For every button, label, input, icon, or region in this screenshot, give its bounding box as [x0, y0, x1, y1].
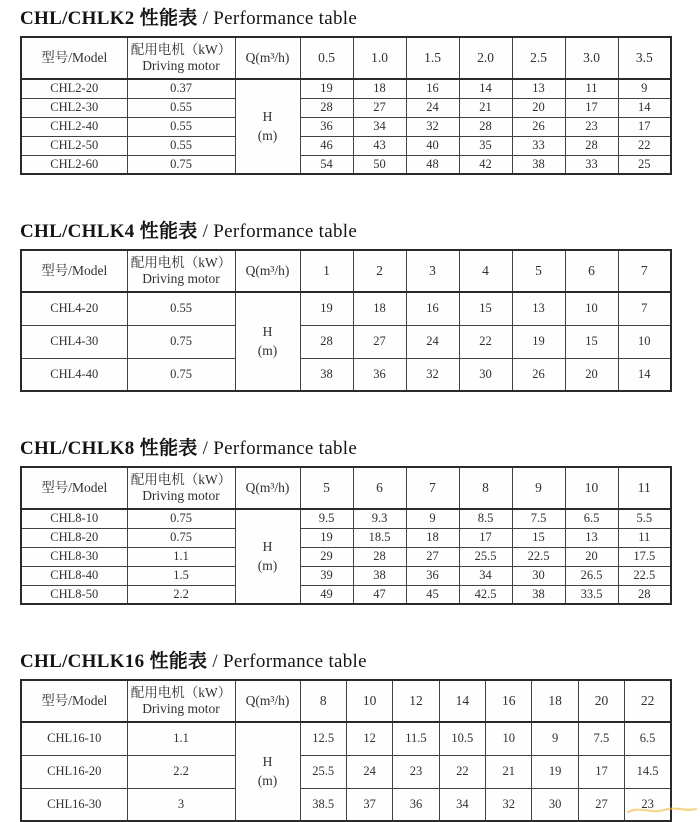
head-symbol: H — [262, 324, 273, 340]
motor-power-cell: 3 — [127, 788, 235, 821]
head-value-cell: 23 — [393, 755, 439, 788]
head-value-cell: 13 — [512, 79, 565, 98]
head-value-cell: 36 — [300, 117, 353, 136]
head-value-cell: 28 — [300, 98, 353, 117]
head-value-cell: 21 — [459, 98, 512, 117]
flow-value-header: 20 — [578, 680, 624, 722]
motor-power-cell: 2.2 — [127, 755, 235, 788]
title-english-part: / Performance table — [197, 221, 358, 242]
motor-power-cell: 0.37 — [127, 79, 235, 98]
model-cell: CHL8-50 — [21, 585, 127, 604]
head-symbol: H — [262, 539, 273, 555]
head-value-cell: 16 — [406, 292, 459, 325]
head-value-cell: 27 — [578, 788, 624, 821]
head-value-cell: 18 — [353, 79, 406, 98]
head-value-cell: 30 — [532, 788, 578, 821]
flow-column-header: Q(m³/h) — [235, 250, 300, 292]
table-row — [21, 509, 671, 528]
head-value-cell: 20 — [565, 358, 618, 391]
head-value-cell: 24 — [406, 98, 459, 117]
head-value-cell: 36 — [353, 358, 406, 391]
head-value-cell: 35 — [459, 136, 512, 155]
title-model-part: CHL/CHLK4 性能表 — [20, 221, 198, 242]
head-value-cell: 17 — [565, 98, 618, 117]
model-cell: CHL4-30 — [21, 325, 127, 358]
head-value-cell: 36 — [393, 788, 439, 821]
head-value-cell: 19 — [300, 292, 353, 325]
head-value-cell: 6.5 — [565, 509, 618, 528]
table-row — [21, 136, 671, 155]
flow-value-header: 6 — [353, 467, 406, 509]
flow-value-header: 6 — [565, 250, 618, 292]
model-cell: CHL4-40 — [21, 358, 127, 391]
motor-power-cell: 0.75 — [127, 358, 235, 391]
title-model-part: CHL/CHLK2 性能表 — [20, 8, 198, 29]
flow-value-header: 1.5 — [406, 37, 459, 79]
motor-header-cn: 配用电机（kW） — [130, 685, 232, 701]
flow-value-header: 18 — [532, 680, 578, 722]
head-value-cell: 19 — [512, 325, 565, 358]
head-value-cell: 22 — [618, 136, 671, 155]
head-unit: (m) — [257, 342, 278, 358]
flow-value-header: 7 — [406, 467, 459, 509]
table-row — [21, 325, 671, 358]
head-value-cell: 50 — [353, 155, 406, 174]
head-value-cell: 28 — [618, 585, 671, 604]
flow-value-header: 8 — [300, 680, 346, 722]
head-value-cell: 42.5 — [459, 585, 512, 604]
head-value-cell: 27 — [406, 547, 459, 566]
motor-column-header — [127, 467, 235, 509]
model-column-header: 型号/Model — [21, 467, 127, 509]
flow-value-header: 5 — [512, 250, 565, 292]
motor-header-cn: 配用电机（kW） — [130, 472, 232, 488]
table-row — [21, 292, 671, 325]
flow-column-header: Q(m³/h) — [235, 680, 300, 722]
model-column-header: 型号/Model — [21, 250, 127, 292]
head-value-cell: 22 — [459, 325, 512, 358]
performance-table-chlk4 — [20, 249, 672, 392]
head-value-cell: 49 — [300, 585, 353, 604]
head-value-cell: 6.5 — [625, 722, 671, 755]
head-value-cell: 22.5 — [618, 566, 671, 585]
table-title-chlk4 — [20, 219, 700, 245]
head-value-cell: 15 — [565, 325, 618, 358]
flow-value-header: 2.5 — [512, 37, 565, 79]
head-symbol: H — [262, 109, 273, 125]
head-value-cell: 47 — [353, 585, 406, 604]
head-value-cell: 14.5 — [625, 755, 671, 788]
head-value-cell: 24 — [406, 325, 459, 358]
head-value-cell: 24 — [346, 755, 392, 788]
head-value-cell: 37 — [346, 788, 392, 821]
motor-header-en: Driving motor — [142, 58, 220, 73]
table-row — [21, 566, 671, 585]
title-english-part: / Performance table — [197, 438, 358, 459]
model-cell: CHL2-60 — [21, 155, 127, 174]
model-cell: CHL16-10 — [21, 722, 127, 755]
title-english-part: / Performance table — [207, 651, 367, 672]
motor-header-en: Driving motor — [142, 271, 220, 286]
motor-power-cell: 0.75 — [127, 325, 235, 358]
head-value-cell: 42 — [459, 155, 512, 174]
head-value-cell: 9 — [406, 509, 459, 528]
model-cell: CHL16-30 — [21, 788, 127, 821]
flow-value-header: 4 — [459, 250, 512, 292]
head-value-cell: 9.3 — [353, 509, 406, 528]
head-value-cell: 21 — [486, 755, 532, 788]
motor-power-cell: 0.55 — [127, 136, 235, 155]
motor-power-cell: 2.2 — [127, 585, 235, 604]
model-cell: CHL8-40 — [21, 566, 127, 585]
head-value-cell: 29 — [300, 547, 353, 566]
section-chlk16 — [20, 649, 700, 822]
flow-value-header: 0.5 — [300, 37, 353, 79]
table-row — [21, 755, 671, 788]
header-row — [21, 37, 671, 79]
motor-header-en: Driving motor — [142, 701, 220, 716]
motor-power-cell: 0.55 — [127, 98, 235, 117]
section-chlk2 — [20, 6, 700, 175]
table-row — [21, 585, 671, 604]
flow-value-header: 2 — [353, 250, 406, 292]
table-title-chlk8 — [20, 436, 700, 462]
motor-power-cell: 1.1 — [127, 547, 235, 566]
head-value-cell: 34 — [459, 566, 512, 585]
head-value-cell: 9 — [532, 722, 578, 755]
head-value-cell: 7 — [618, 292, 671, 325]
flow-value-header: 3.0 — [565, 37, 618, 79]
flow-value-header: 5 — [300, 467, 353, 509]
flow-column-header: Q(m³/h) — [235, 37, 300, 79]
head-value-cell: 17 — [459, 528, 512, 547]
head-value-cell: 28 — [353, 547, 406, 566]
motor-power-cell: 0.75 — [127, 528, 235, 547]
model-cell: CHL2-50 — [21, 136, 127, 155]
model-cell: CHL2-20 — [21, 79, 127, 98]
head-value-cell: 38 — [300, 358, 353, 391]
head-value-cell: 18 — [406, 528, 459, 547]
table-row — [21, 788, 671, 821]
head-value-cell: 26.5 — [565, 566, 618, 585]
motor-power-cell: 0.75 — [127, 155, 235, 174]
head-value-cell: 15 — [459, 292, 512, 325]
section-chlk8 — [20, 436, 700, 605]
motor-header-cn: 配用电机（kW） — [130, 255, 232, 271]
head-unit-cell — [235, 79, 300, 174]
model-cell: CHL8-30 — [21, 547, 127, 566]
head-value-cell: 18.5 — [353, 528, 406, 547]
table-row — [21, 98, 671, 117]
head-value-cell: 16 — [406, 79, 459, 98]
head-value-cell: 14 — [618, 358, 671, 391]
motor-power-cell: 0.55 — [127, 117, 235, 136]
head-value-cell: 11.5 — [393, 722, 439, 755]
head-value-cell: 27 — [353, 325, 406, 358]
header-row — [21, 250, 671, 292]
motor-header-cn: 配用电机（kW） — [130, 42, 232, 58]
table-title-chlk16 — [20, 649, 700, 675]
head-unit: (m) — [257, 127, 278, 143]
table-row — [21, 117, 671, 136]
head-value-cell: 9 — [618, 79, 671, 98]
head-value-cell: 7.5 — [578, 722, 624, 755]
head-value-cell: 48 — [406, 155, 459, 174]
head-value-cell: 10 — [486, 722, 532, 755]
performance-table-chlk16 — [20, 679, 672, 822]
flow-value-header: 1.0 — [353, 37, 406, 79]
head-unit: (m) — [257, 557, 278, 573]
head-value-cell: 25.5 — [459, 547, 512, 566]
head-value-cell: 28 — [459, 117, 512, 136]
flow-value-header: 12 — [393, 680, 439, 722]
title-english-part: / Performance table — [197, 8, 358, 29]
model-column-header: 型号/Model — [21, 680, 127, 722]
head-value-cell: 39 — [300, 566, 353, 585]
head-value-cell: 17 — [578, 755, 624, 788]
head-value-cell: 38 — [512, 155, 565, 174]
head-value-cell: 33 — [512, 136, 565, 155]
model-column-header: 型号/Model — [21, 37, 127, 79]
table-row — [21, 155, 671, 174]
head-value-cell: 38 — [512, 585, 565, 604]
flow-value-header: 8 — [459, 467, 512, 509]
flow-value-header: 16 — [486, 680, 532, 722]
flow-value-header: 3 — [406, 250, 459, 292]
head-value-cell: 7.5 — [512, 509, 565, 528]
head-value-cell: 30 — [512, 566, 565, 585]
head-value-cell: 43 — [353, 136, 406, 155]
head-value-cell: 27 — [353, 98, 406, 117]
head-value-cell: 14 — [618, 98, 671, 117]
model-cell: CHL4-20 — [21, 292, 127, 325]
model-cell: CHL8-10 — [21, 509, 127, 528]
head-value-cell: 25.5 — [300, 755, 346, 788]
head-value-cell: 12 — [346, 722, 392, 755]
head-value-cell: 23 — [565, 117, 618, 136]
head-value-cell: 45 — [406, 585, 459, 604]
head-value-cell: 30 — [459, 358, 512, 391]
performance-table-chlk2 — [20, 36, 672, 175]
head-value-cell: 9.5 — [300, 509, 353, 528]
performance-table-chlk8 — [20, 466, 672, 605]
head-value-cell: 10 — [565, 292, 618, 325]
head-unit-cell — [235, 509, 300, 604]
flow-value-header: 11 — [618, 467, 671, 509]
head-value-cell: 36 — [406, 566, 459, 585]
flow-value-header: 1 — [300, 250, 353, 292]
header-row — [21, 467, 671, 509]
model-cell: CHL2-30 — [21, 98, 127, 117]
flow-value-header: 2.0 — [459, 37, 512, 79]
head-value-cell: 23 — [625, 788, 671, 821]
table-row — [21, 79, 671, 98]
head-value-cell: 19 — [300, 79, 353, 98]
head-value-cell: 11 — [618, 528, 671, 547]
head-value-cell: 17 — [618, 117, 671, 136]
flow-value-header: 10 — [346, 680, 392, 722]
flow-value-header: 7 — [618, 250, 671, 292]
head-value-cell: 15 — [512, 528, 565, 547]
flow-value-header: 3.5 — [618, 37, 671, 79]
head-value-cell: 12.5 — [300, 722, 346, 755]
head-value-cell: 32 — [406, 117, 459, 136]
table-row — [21, 722, 671, 755]
head-value-cell: 38.5 — [300, 788, 346, 821]
table-row — [21, 547, 671, 566]
motor-power-cell: 1.1 — [127, 722, 235, 755]
head-value-cell: 33.5 — [565, 585, 618, 604]
head-value-cell: 34 — [439, 788, 485, 821]
flow-column-header: Q(m³/h) — [235, 467, 300, 509]
head-unit: (m) — [257, 772, 278, 788]
head-value-cell: 19 — [532, 755, 578, 788]
head-value-cell: 5.5 — [618, 509, 671, 528]
head-value-cell: 10 — [618, 325, 671, 358]
head-value-cell: 54 — [300, 155, 353, 174]
model-cell: CHL2-40 — [21, 117, 127, 136]
head-value-cell: 28 — [565, 136, 618, 155]
head-value-cell: 25 — [618, 155, 671, 174]
table-row — [21, 528, 671, 547]
motor-header-en: Driving motor — [142, 488, 220, 503]
head-value-cell: 26 — [512, 358, 565, 391]
head-value-cell: 14 — [459, 79, 512, 98]
title-model-part: CHL/CHLK8 性能表 — [20, 438, 198, 459]
head-symbol: H — [262, 754, 273, 770]
head-unit-cell — [235, 292, 300, 391]
head-value-cell: 32 — [406, 358, 459, 391]
head-value-cell: 22.5 — [512, 547, 565, 566]
head-value-cell: 19 — [300, 528, 353, 547]
model-cell: CHL8-20 — [21, 528, 127, 547]
title-model-part: CHL/CHLK16 性能表 — [20, 651, 208, 672]
head-value-cell: 33 — [565, 155, 618, 174]
head-value-cell: 13 — [565, 528, 618, 547]
motor-power-cell: 0.75 — [127, 509, 235, 528]
head-value-cell: 38 — [353, 566, 406, 585]
flow-value-header: 10 — [565, 467, 618, 509]
head-value-cell: 10.5 — [439, 722, 485, 755]
head-value-cell: 46 — [300, 136, 353, 155]
head-value-cell: 40 — [406, 136, 459, 155]
head-value-cell: 26 — [512, 117, 565, 136]
header-row — [21, 680, 671, 722]
motor-column-header — [127, 680, 235, 722]
table-title-chlk2 — [20, 6, 700, 32]
head-value-cell: 34 — [353, 117, 406, 136]
head-value-cell: 18 — [353, 292, 406, 325]
model-cell: CHL16-20 — [21, 755, 127, 788]
head-value-cell: 17.5 — [618, 547, 671, 566]
head-value-cell: 11 — [565, 79, 618, 98]
head-value-cell: 20 — [512, 98, 565, 117]
head-unit-cell — [235, 722, 300, 821]
flow-value-header: 22 — [625, 680, 671, 722]
motor-power-cell: 1.5 — [127, 566, 235, 585]
motor-column-header — [127, 37, 235, 79]
section-chlk4 — [20, 219, 700, 392]
head-value-cell: 22 — [439, 755, 485, 788]
head-value-cell: 8.5 — [459, 509, 512, 528]
head-value-cell: 13 — [512, 292, 565, 325]
motor-power-cell: 0.55 — [127, 292, 235, 325]
head-value-cell: 32 — [486, 788, 532, 821]
flow-value-header: 14 — [439, 680, 485, 722]
flow-value-header: 9 — [512, 467, 565, 509]
head-value-cell: 28 — [300, 325, 353, 358]
motor-column-header — [127, 250, 235, 292]
head-value-cell: 20 — [565, 547, 618, 566]
table-row — [21, 358, 671, 391]
